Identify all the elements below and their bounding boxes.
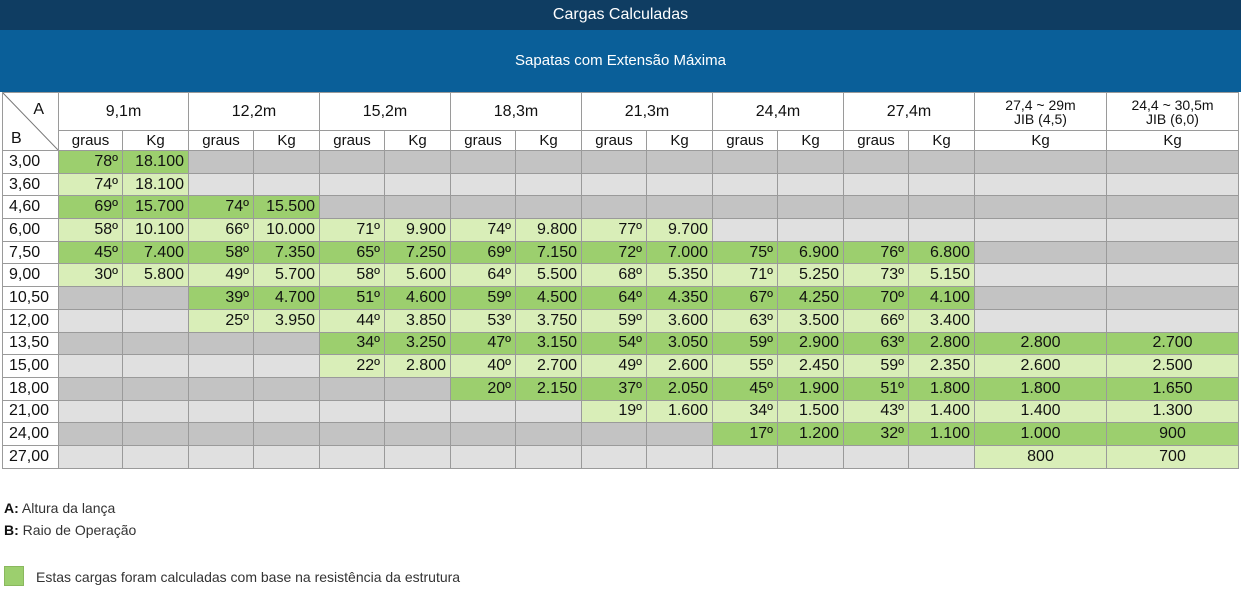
empty-cell	[320, 377, 385, 400]
load-subheader: Kg	[254, 131, 320, 151]
boom-length-header: 24,4m	[713, 93, 844, 131]
load-cell: 7.350	[254, 241, 320, 264]
empty-cell	[451, 400, 516, 423]
load-cell: 7.150	[516, 241, 582, 264]
empty-cell	[778, 151, 844, 174]
table-row	[3, 400, 1239, 423]
empty-cell	[189, 355, 254, 378]
table-row	[3, 196, 1239, 219]
empty-cell	[516, 423, 582, 446]
jib-size-label: JIB (6,0)	[1146, 110, 1199, 127]
load-cell: 10.000	[254, 219, 320, 242]
angle-cell: 44º	[320, 309, 385, 332]
angle-cell: 34º	[320, 332, 385, 355]
legend-b-key: B:	[4, 522, 19, 538]
radius-cell: 15,00	[3, 355, 59, 378]
jib-load-cell: 2.700	[1107, 332, 1239, 355]
empty-cell	[123, 287, 189, 310]
angle-cell: 53º	[451, 309, 516, 332]
load-cell: 7.000	[647, 241, 713, 264]
load-cell: 3.950	[254, 309, 320, 332]
angle-cell: 25º	[189, 309, 254, 332]
empty-cell	[909, 219, 975, 242]
empty-cell	[123, 377, 189, 400]
empty-cell	[59, 377, 123, 400]
angle-cell: 65º	[320, 241, 385, 264]
empty-cell	[1107, 219, 1239, 242]
empty-cell	[975, 219, 1107, 242]
empty-cell	[123, 332, 189, 355]
angle-cell: 58º	[59, 219, 123, 242]
empty-cell	[516, 196, 582, 219]
load-cell: 7.400	[123, 241, 189, 264]
table-subtitle: Sapatas com Extensão Máxima	[0, 30, 1241, 92]
load-cell: 2.800	[385, 355, 451, 378]
empty-cell	[647, 173, 713, 196]
empty-cell	[1107, 151, 1239, 174]
load-cell: 18.100	[123, 173, 189, 196]
empty-cell	[254, 445, 320, 468]
axis-a-label: A	[33, 101, 44, 118]
jib-header	[1107, 93, 1239, 131]
empty-cell	[385, 445, 451, 468]
angle-cell: 45º	[59, 241, 123, 264]
empty-cell	[59, 309, 123, 332]
legend-b-text: Raio de Operação	[18, 522, 137, 538]
angle-cell: 30º	[59, 264, 123, 287]
load-cell: 2.450	[778, 355, 844, 378]
empty-cell	[451, 173, 516, 196]
load-cell: 4.250	[778, 287, 844, 310]
empty-cell	[909, 173, 975, 196]
empty-cell	[975, 173, 1107, 196]
empty-cell	[123, 423, 189, 446]
boom-length-header: 9,1m	[59, 93, 189, 131]
empty-cell	[713, 173, 778, 196]
empty-cell	[451, 151, 516, 174]
jib-header	[975, 93, 1107, 131]
legend-a-text: Altura da lança	[18, 500, 116, 516]
radius-cell: 18,00	[3, 377, 59, 400]
angle-cell: 39º	[189, 287, 254, 310]
empty-cell	[123, 400, 189, 423]
empty-cell	[1107, 287, 1239, 310]
angle-subheader: graus	[451, 131, 516, 151]
angle-cell: 49º	[189, 264, 254, 287]
radius-cell: 9,00	[3, 264, 59, 287]
angle-cell: 78º	[59, 151, 123, 174]
angle-cell: 47º	[451, 332, 516, 355]
radius-cell: 24,00	[3, 423, 59, 446]
angle-cell: 43º	[844, 400, 909, 423]
empty-cell	[451, 423, 516, 446]
empty-cell	[1107, 196, 1239, 219]
jib-load-subheader: Kg	[975, 131, 1107, 151]
empty-cell	[975, 264, 1107, 287]
load-cell: 1.200	[778, 423, 844, 446]
legend-b	[4, 522, 136, 538]
angle-cell: 58º	[189, 241, 254, 264]
load-cell: 2.900	[778, 332, 844, 355]
load-cell: 3.750	[516, 309, 582, 332]
load-cell: 2.600	[647, 355, 713, 378]
load-cell: 15.700	[123, 196, 189, 219]
angle-subheader: graus	[320, 131, 385, 151]
angle-cell: 73º	[844, 264, 909, 287]
empty-cell	[123, 309, 189, 332]
load-cell: 3.400	[909, 309, 975, 332]
angle-subheader: graus	[189, 131, 254, 151]
empty-cell	[647, 151, 713, 174]
empty-cell	[975, 287, 1107, 310]
load-cell: 6.800	[909, 241, 975, 264]
load-cell: 6.900	[778, 241, 844, 264]
angle-cell: 51º	[320, 287, 385, 310]
angle-cell: 69º	[451, 241, 516, 264]
angle-cell: 74º	[451, 219, 516, 242]
empty-cell	[516, 173, 582, 196]
load-cell: 2.350	[909, 355, 975, 378]
radius-cell: 21,00	[3, 400, 59, 423]
empty-cell	[59, 400, 123, 423]
load-cell: 1.600	[647, 400, 713, 423]
angle-cell: 75º	[713, 241, 778, 264]
jib-load-cell: 1.650	[1107, 377, 1239, 400]
empty-cell	[254, 423, 320, 446]
axis-b-label: B	[11, 130, 22, 147]
load-cell: 2.800	[909, 332, 975, 355]
empty-cell	[189, 377, 254, 400]
jib-load-cell: 2.500	[1107, 355, 1239, 378]
angle-cell: 77º	[582, 219, 647, 242]
table-row	[3, 309, 1239, 332]
table-title: Cargas Calculadas	[0, 0, 1241, 30]
empty-cell	[123, 355, 189, 378]
angle-cell: 76º	[844, 241, 909, 264]
jib-size-label: JIB (4,5)	[1014, 110, 1067, 127]
angle-cell: 49º	[582, 355, 647, 378]
empty-cell	[254, 355, 320, 378]
empty-cell	[123, 445, 189, 468]
table-row	[3, 423, 1239, 446]
empty-cell	[189, 173, 254, 196]
empty-cell	[516, 151, 582, 174]
empty-cell	[1107, 264, 1239, 287]
empty-cell	[713, 219, 778, 242]
load-cell: 3.500	[778, 309, 844, 332]
empty-cell	[844, 219, 909, 242]
angle-subheader: graus	[844, 131, 909, 151]
empty-cell	[909, 196, 975, 219]
load-cell: 1.800	[909, 377, 975, 400]
table-row	[3, 173, 1239, 196]
angle-cell: 64º	[451, 264, 516, 287]
angle-cell: 66º	[844, 309, 909, 332]
empty-cell	[59, 332, 123, 355]
angle-cell: 59º	[844, 355, 909, 378]
empty-cell	[385, 400, 451, 423]
angle-cell: 71º	[320, 219, 385, 242]
load-subheader: Kg	[123, 131, 189, 151]
empty-cell	[713, 151, 778, 174]
radius-cell: 13,50	[3, 332, 59, 355]
load-cell: 3.150	[516, 332, 582, 355]
table-row	[3, 151, 1239, 174]
angle-cell: 34º	[713, 400, 778, 423]
empty-cell	[516, 445, 582, 468]
angle-cell: 45º	[713, 377, 778, 400]
empty-cell	[582, 196, 647, 219]
empty-cell	[59, 355, 123, 378]
load-cell: 3.600	[647, 309, 713, 332]
empty-cell	[647, 445, 713, 468]
empty-cell	[254, 400, 320, 423]
empty-cell	[647, 423, 713, 446]
empty-cell	[320, 173, 385, 196]
load-cell: 1.400	[909, 400, 975, 423]
empty-cell	[385, 377, 451, 400]
load-cell: 7.250	[385, 241, 451, 264]
empty-cell	[975, 151, 1107, 174]
radius-cell: 3,00	[3, 151, 59, 174]
angle-cell: 22º	[320, 355, 385, 378]
angle-cell: 59º	[582, 309, 647, 332]
legend-a	[4, 500, 115, 516]
boom-length-header: 27,4m	[844, 93, 975, 131]
load-cell: 2.700	[516, 355, 582, 378]
jib-range-label: 27,4 ~ 29m	[1005, 96, 1076, 113]
radius-cell: 4,60	[3, 196, 59, 219]
jib-load-cell: 900	[1107, 423, 1239, 446]
empty-cell	[778, 173, 844, 196]
empty-cell	[254, 332, 320, 355]
load-cell: 2.150	[516, 377, 582, 400]
load-cell: 15.500	[254, 196, 320, 219]
jib-load-cell: 1.300	[1107, 400, 1239, 423]
empty-cell	[189, 400, 254, 423]
load-cell: 5.350	[647, 264, 713, 287]
table-row	[3, 264, 1239, 287]
jib-load-cell: 700	[1107, 445, 1239, 468]
empty-cell	[320, 151, 385, 174]
load-cell: 5.800	[123, 264, 189, 287]
empty-cell	[975, 196, 1107, 219]
radius-cell: 3,60	[3, 173, 59, 196]
table-row	[3, 287, 1239, 310]
load-cell: 1.500	[778, 400, 844, 423]
empty-cell	[59, 445, 123, 468]
empty-cell	[844, 196, 909, 219]
empty-cell	[582, 173, 647, 196]
jib-load-cell: 1.400	[975, 400, 1107, 423]
radius-cell: 7,50	[3, 241, 59, 264]
empty-cell	[189, 423, 254, 446]
empty-cell	[516, 400, 582, 423]
empty-cell	[582, 445, 647, 468]
empty-cell	[1107, 173, 1239, 196]
empty-cell	[778, 445, 844, 468]
load-cell: 5.600	[385, 264, 451, 287]
empty-cell	[582, 151, 647, 174]
angle-cell: 69º	[59, 196, 123, 219]
empty-cell	[320, 423, 385, 446]
angle-cell: 72º	[582, 241, 647, 264]
empty-cell	[254, 173, 320, 196]
load-cell: 18.100	[123, 151, 189, 174]
load-cell: 1.900	[778, 377, 844, 400]
empty-cell	[385, 173, 451, 196]
load-cell: 5.500	[516, 264, 582, 287]
load-subheader: Kg	[778, 131, 844, 151]
angle-subheader: graus	[59, 131, 123, 151]
empty-cell	[844, 445, 909, 468]
load-cell: 4.100	[909, 287, 975, 310]
angle-cell: 58º	[320, 264, 385, 287]
load-cell: 1.100	[909, 423, 975, 446]
angle-cell: 66º	[189, 219, 254, 242]
angle-cell: 19º	[582, 400, 647, 423]
empty-cell	[713, 196, 778, 219]
load-subheader: Kg	[647, 131, 713, 151]
load-cell: 9.700	[647, 219, 713, 242]
radius-cell: 12,00	[3, 309, 59, 332]
load-cell: 5.700	[254, 264, 320, 287]
empty-cell	[1107, 309, 1239, 332]
angle-cell: 64º	[582, 287, 647, 310]
load-cell: 4.700	[254, 287, 320, 310]
empty-cell	[1107, 241, 1239, 264]
empty-cell	[254, 377, 320, 400]
load-cell: 3.250	[385, 332, 451, 355]
empty-cell	[189, 151, 254, 174]
jib-range-label: 24,4 ~ 30,5m	[1131, 96, 1214, 113]
empty-cell	[59, 287, 123, 310]
empty-cell	[451, 445, 516, 468]
jib-load-cell: 800	[975, 445, 1107, 468]
angle-cell: 59º	[451, 287, 516, 310]
angle-cell: 74º	[59, 173, 123, 196]
load-cell: 4.500	[516, 287, 582, 310]
empty-cell	[647, 196, 713, 219]
boom-length-header: 12,2m	[189, 93, 320, 131]
angle-cell: 71º	[713, 264, 778, 287]
radius-cell: 10,50	[3, 287, 59, 310]
empty-cell	[975, 241, 1107, 264]
jib-load-cell: 2.800	[975, 332, 1107, 355]
legend-green-swatch	[4, 566, 24, 586]
angle-cell: 51º	[844, 377, 909, 400]
boom-length-header: 21,3m	[582, 93, 713, 131]
empty-cell	[320, 400, 385, 423]
load-subheader: Kg	[909, 131, 975, 151]
empty-cell	[189, 445, 254, 468]
jib-load-subheader: Kg	[1107, 131, 1239, 151]
table-row	[3, 219, 1239, 242]
angle-cell: 55º	[713, 355, 778, 378]
empty-cell	[778, 219, 844, 242]
angle-cell: 67º	[713, 287, 778, 310]
angle-cell: 63º	[844, 332, 909, 355]
empty-cell	[254, 151, 320, 174]
empty-cell	[320, 196, 385, 219]
empty-cell	[713, 445, 778, 468]
table-row	[3, 332, 1239, 355]
load-cell: 3.850	[385, 309, 451, 332]
angle-cell: 59º	[713, 332, 778, 355]
boom-length-header: 18,3m	[451, 93, 582, 131]
boom-length-header: 15,2m	[320, 93, 451, 131]
angle-cell: 32º	[844, 423, 909, 446]
load-subheader: Kg	[385, 131, 451, 151]
load-cell: 5.150	[909, 264, 975, 287]
load-table	[2, 92, 1239, 469]
angle-subheader: graus	[713, 131, 778, 151]
angle-subheader: graus	[582, 131, 647, 151]
empty-cell	[385, 196, 451, 219]
table-row	[3, 445, 1239, 468]
load-subheader: Kg	[516, 131, 582, 151]
empty-cell	[320, 445, 385, 468]
empty-cell	[844, 151, 909, 174]
radius-cell: 27,00	[3, 445, 59, 468]
empty-cell	[975, 309, 1107, 332]
empty-cell	[59, 423, 123, 446]
angle-cell: 17º	[713, 423, 778, 446]
empty-cell	[844, 173, 909, 196]
jib-load-cell: 1.800	[975, 377, 1107, 400]
table-row	[3, 241, 1239, 264]
empty-cell	[582, 423, 647, 446]
load-cell: 5.250	[778, 264, 844, 287]
angle-cell: 40º	[451, 355, 516, 378]
load-cell: 9.800	[516, 219, 582, 242]
empty-cell	[451, 196, 516, 219]
load-cell: 4.600	[385, 287, 451, 310]
jib-load-cell: 2.600	[975, 355, 1107, 378]
radius-cell: 6,00	[3, 219, 59, 242]
load-cell: 10.100	[123, 219, 189, 242]
axis-corner	[3, 93, 59, 151]
angle-cell: 68º	[582, 264, 647, 287]
angle-cell: 74º	[189, 196, 254, 219]
empty-cell	[909, 445, 975, 468]
empty-cell	[909, 151, 975, 174]
load-cell: 9.900	[385, 219, 451, 242]
angle-cell: 70º	[844, 287, 909, 310]
table-row	[3, 355, 1239, 378]
angle-cell: 37º	[582, 377, 647, 400]
load-cell: 3.050	[647, 332, 713, 355]
empty-cell	[189, 332, 254, 355]
legend-note: Estas cargas foram calculadas com base na resistência da estrutura	[36, 569, 461, 585]
load-table-container	[2, 92, 1239, 469]
load-cell: 4.350	[647, 287, 713, 310]
empty-cell	[778, 196, 844, 219]
angle-cell: 63º	[713, 309, 778, 332]
empty-cell	[385, 151, 451, 174]
load-cell: 2.050	[647, 377, 713, 400]
jib-load-cell: 1.000	[975, 423, 1107, 446]
angle-cell: 54º	[582, 332, 647, 355]
legend-a-key: A:	[4, 500, 19, 516]
angle-cell: 20º	[451, 377, 516, 400]
table-row	[3, 377, 1239, 400]
empty-cell	[385, 423, 451, 446]
